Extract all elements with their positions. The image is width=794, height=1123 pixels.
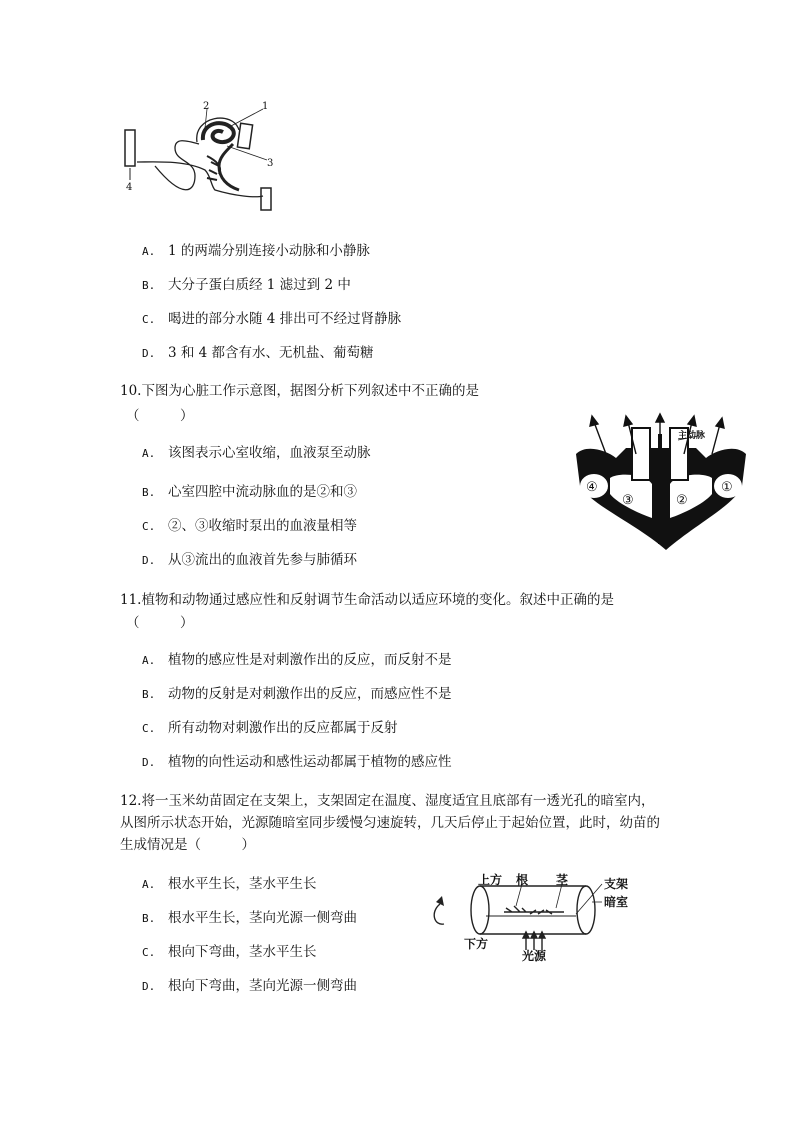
arrowhead-icon bbox=[590, 416, 598, 426]
option-letter: C. bbox=[142, 946, 156, 959]
arrow-up-icon bbox=[712, 424, 720, 454]
q9-option-d[interactable] bbox=[142, 344, 374, 363]
heart-diagram bbox=[566, 414, 756, 554]
leader-stem bbox=[556, 884, 562, 908]
option-text: 大分子蛋白质经 1 滤过到 2 中 bbox=[168, 277, 351, 293]
leader-support bbox=[576, 884, 602, 914]
label-top: 上方 bbox=[478, 873, 503, 887]
q9-option-a[interactable] bbox=[142, 242, 370, 261]
q9-option-c[interactable] bbox=[142, 310, 401, 329]
collecting-tube bbox=[125, 130, 135, 166]
option-text: 从③流出的血液首先参与肺循环 bbox=[168, 552, 357, 568]
option-letter: B. bbox=[142, 912, 156, 925]
option-letter: B. bbox=[142, 279, 156, 292]
q11-option-a[interactable] bbox=[142, 651, 452, 670]
option-text: 3 和 4 都含有水、无机盐、葡萄糖 bbox=[168, 345, 374, 361]
option-text: 根水平生长，茎向光源一侧弯曲 bbox=[168, 910, 357, 926]
option-text: 根向下弯曲，茎向光源一侧弯曲 bbox=[168, 978, 357, 994]
q12-option-a[interactable] bbox=[142, 875, 317, 894]
option-letter: C. bbox=[142, 520, 156, 533]
option-letter: C. bbox=[142, 313, 156, 326]
label-support: 支架 bbox=[604, 877, 629, 891]
label-root: 根 bbox=[516, 873, 529, 887]
q10-option-a[interactable] bbox=[142, 444, 371, 463]
q10-stem: 10.下图为心脏工作示意图，据图分析下列叙述中不正确的是 bbox=[120, 383, 479, 399]
option-letter: B. bbox=[142, 688, 156, 701]
cylinder-left-end bbox=[471, 886, 489, 934]
option-text: 动物的反射是对刺激作出的反应，而感应性不是 bbox=[168, 686, 452, 702]
option-text: ②、③收缩时泵出的血液量相等 bbox=[168, 518, 357, 534]
option-text: 根水平生长，茎水平生长 bbox=[168, 876, 317, 892]
rotation-arrow-icon bbox=[434, 904, 444, 924]
q12-stem-line-3[interactable]: 生成情况是（ ） bbox=[120, 837, 255, 853]
q12-stem-line-1: 12.将一玉米幼苗固定在支架上，支架固定在温度、湿度适宜且底部有一透光孔的暗室内， bbox=[120, 793, 655, 809]
arrowhead-icon bbox=[656, 414, 664, 422]
option-letter: A. bbox=[142, 447, 156, 460]
option-text: 所有动物对刺激作出的反应都属于反射 bbox=[168, 720, 398, 736]
q12-option-c[interactable] bbox=[142, 943, 317, 962]
chamber-2-label: ② bbox=[676, 493, 688, 508]
option-letter: D. bbox=[142, 554, 156, 567]
q11-option-d[interactable] bbox=[142, 753, 452, 772]
light-arrowhead-icon bbox=[523, 932, 529, 938]
nephron-diagram bbox=[115, 100, 285, 220]
arrowhead-icon bbox=[716, 418, 724, 428]
option-text: 根向下弯曲，茎水平生长 bbox=[168, 944, 317, 960]
option-text: 植物的向性运动和感性运动都属于植物的感应性 bbox=[168, 754, 452, 770]
label-1: 1 bbox=[262, 101, 269, 112]
option-letter: C. bbox=[142, 722, 156, 735]
renal-tubule bbox=[137, 141, 263, 197]
q11-option-c[interactable] bbox=[142, 719, 398, 738]
chamber-3-label: ③ bbox=[622, 493, 634, 508]
arrowhead-icon bbox=[624, 416, 632, 426]
q10-option-c[interactable] bbox=[142, 517, 357, 536]
q10-option-b[interactable] bbox=[142, 483, 357, 502]
pulmonary-artery bbox=[632, 428, 650, 480]
chamber-1-label: ① bbox=[721, 480, 733, 495]
aorta-label: 主动脉 bbox=[678, 431, 706, 441]
vessel-box-bottom bbox=[261, 188, 271, 210]
q9-option-b[interactable] bbox=[142, 276, 351, 295]
label-darkroom: 暗室 bbox=[604, 895, 629, 909]
q12-option-b[interactable] bbox=[142, 909, 357, 928]
arrow-up-icon bbox=[594, 422, 606, 454]
label-bottom: 下方 bbox=[464, 937, 489, 951]
q11-option-b[interactable] bbox=[142, 685, 452, 704]
q12-stem-line-2: 从图所示状态开始，光源随暗室同步缓慢匀速旋转，几天后停止于起始位置，此时，幼苗的 bbox=[120, 815, 660, 831]
q12-option-d[interactable] bbox=[142, 977, 357, 996]
q11-stem: 11.植物和动物通过感应性和反射调节生命活动以适应环境的变化。叙述中正确的是 bbox=[120, 592, 614, 608]
q11-answer-blank[interactable]: （ ） bbox=[126, 615, 194, 631]
option-letter: D. bbox=[142, 347, 156, 360]
light-arrowhead-icon bbox=[531, 932, 537, 938]
option-text: 植物的感应性是对刺激作出的反应，而反射不是 bbox=[168, 652, 452, 668]
light-arrowhead-icon bbox=[539, 932, 545, 938]
label-4: 4 bbox=[126, 182, 133, 193]
label-stem: 茎 bbox=[556, 873, 569, 887]
label-light: 光源 bbox=[522, 949, 547, 963]
option-letter: D. bbox=[142, 980, 156, 993]
option-text: 喝进的部分水随 4 排出可不经过肾静脉 bbox=[168, 311, 402, 327]
label-2: 2 bbox=[203, 101, 210, 112]
seedling bbox=[504, 906, 564, 914]
arrowhead-icon bbox=[688, 416, 696, 426]
chamber-4-label: ④ bbox=[586, 480, 598, 495]
label-3: 3 bbox=[267, 158, 274, 169]
option-letter: B. bbox=[142, 486, 156, 499]
glomerulus bbox=[203, 123, 234, 142]
blood-vessel bbox=[219, 144, 239, 190]
option-text: 该图表示心室收缩，血液泵至动脉 bbox=[168, 445, 371, 461]
q10-option-d[interactable] bbox=[142, 551, 357, 570]
option-letter: A. bbox=[142, 878, 156, 891]
option-letter: A. bbox=[142, 245, 156, 258]
leader-root bbox=[516, 884, 522, 906]
option-text: 1 的两端分别连接小动脉和小静脉 bbox=[168, 243, 370, 259]
option-letter: A. bbox=[142, 654, 156, 667]
darkroom-diagram bbox=[426, 872, 640, 963]
option-letter: D. bbox=[142, 756, 156, 769]
vessel-box-top bbox=[237, 123, 252, 148]
q10-answer-blank[interactable]: （ ） bbox=[126, 408, 194, 424]
option-text: 心室四腔中流动脉血的是②和③ bbox=[168, 484, 357, 500]
